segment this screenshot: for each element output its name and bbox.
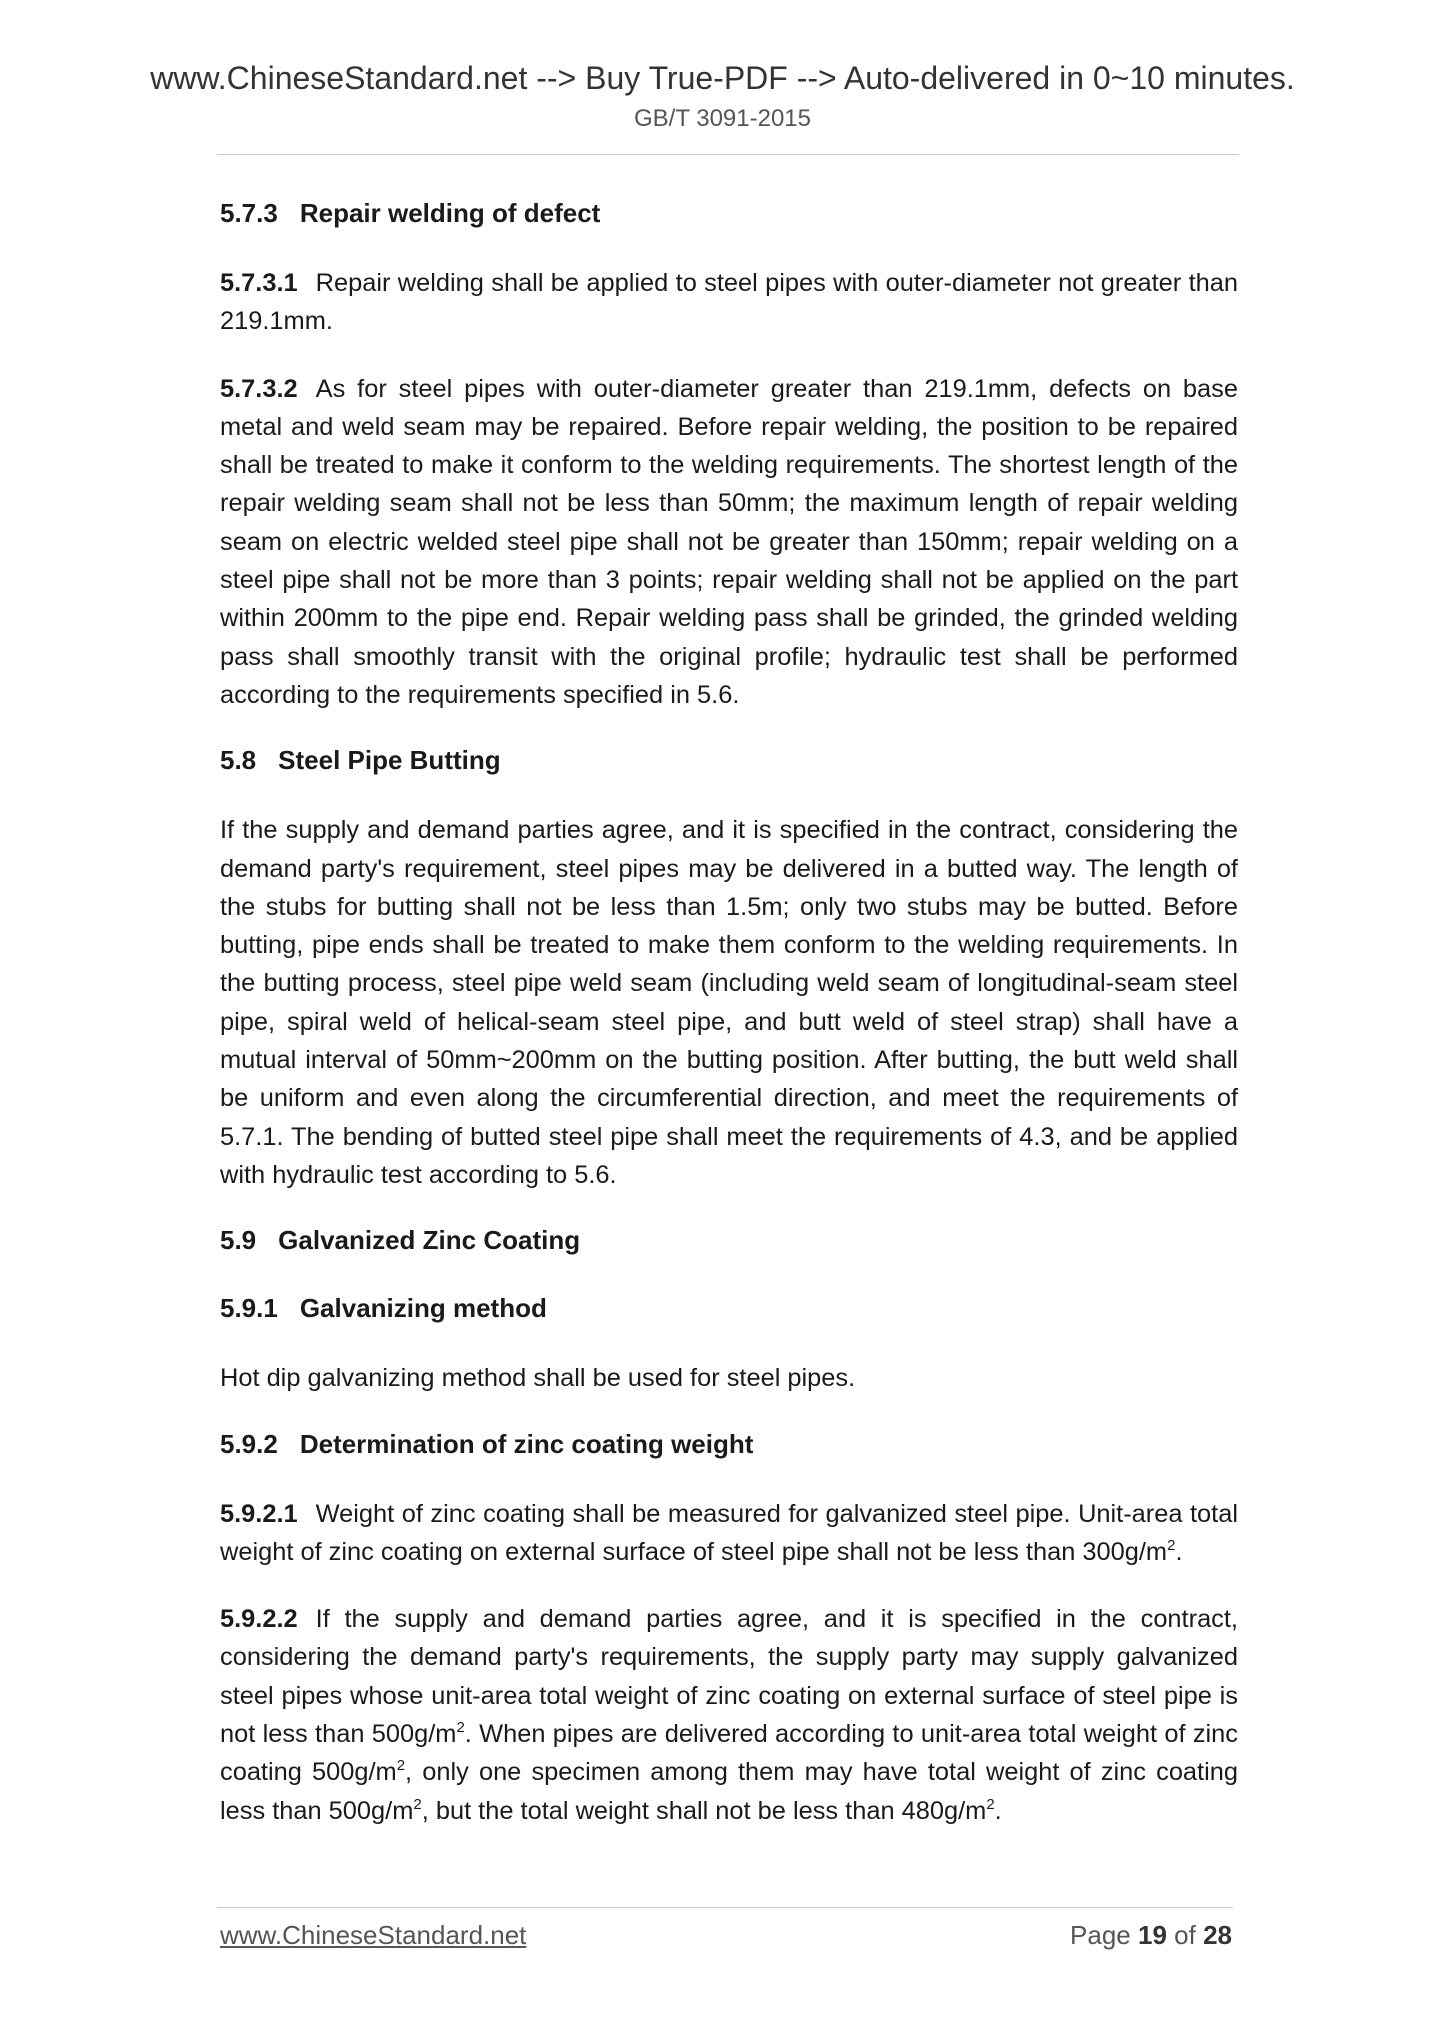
page-total: 28 xyxy=(1203,1920,1232,1950)
clause-5-9-2-2 xyxy=(220,1600,1238,1830)
section-title: Repair welding of defect xyxy=(299,198,601,228)
section-number: 5.9 xyxy=(220,1225,257,1256)
paragraph-5-8 xyxy=(220,811,1238,1194)
page-of: of xyxy=(1174,1920,1196,1950)
section-heading-5-7-3 xyxy=(220,196,1238,230)
clause-5-9-2-1 xyxy=(220,1495,1238,1572)
superscript: 2 xyxy=(413,1795,422,1813)
section-number: 5.9.2 xyxy=(220,1428,278,1459)
clause-text: . xyxy=(994,1796,1002,1825)
section-title: Steel Pipe Butting xyxy=(278,745,501,776)
document-body xyxy=(220,196,1238,1859)
page-footer xyxy=(220,1920,1232,1960)
clause-number: 5.7.3.1 xyxy=(220,269,298,297)
clause-number: 5.7.3.2 xyxy=(220,374,298,403)
superscript: 2 xyxy=(396,1757,406,1775)
footer-site-link[interactable]: www.ChineseStandard.net xyxy=(220,1920,527,1950)
clause-5-7-3-1 xyxy=(220,264,1238,341)
page-label: Page xyxy=(1070,1920,1131,1950)
superscript: 2 xyxy=(986,1795,995,1813)
superscript: 2 xyxy=(1167,1536,1176,1554)
superscript: 2 xyxy=(456,1719,465,1737)
clause-text: Repair welding shall be applied to steel pipes with outer-diameter not greater than 219.1mm. xyxy=(220,269,1238,336)
section-title: Galvanizing method xyxy=(299,1293,547,1324)
paragraph-text: If the supply and demand parties agree, and it is specified in the contract, considering the demand party's requirement, steel pipes may be delivered in a butted way. The length of the stubs for butting shall not be less than 1.5m; only two stubs may be butted. Before butting, pipe ends shall be treated to make them conform to the welding requirements. In the butting process, steel pipe weld seam (including weld seam of longitudinal-seam steel pipe, spiral weld of helical-seam steel pipe, and butt weld of steel strap) shall have a mutual interval of 50mm~200mm on the butting position. After butting, the butt weld shall be uniform and even along the circumferential direction, and meet the requirements of 5.7.1. The bending of butted steel pipe shall meet the requirements of 4.3, and be applied with hydraulic test according to 5.6. xyxy=(220,816,1238,1189)
clause-text: . When pipes are delivered according to unit-area total weight of zinc coating 500g/m xyxy=(220,1720,1238,1787)
clause-text: If the supply and demand parties agree, and it is specified in the contract, considering the demand party's requirements, the supply party may supply galvanized steel pipes whose unit-area total weight of zinc coating on external surface of steel pipe is not less than 500g/m xyxy=(220,1605,1238,1749)
section-heading-5-8 xyxy=(220,743,1238,777)
header-divider xyxy=(217,154,1239,155)
header-site-line[interactable]: www.ChineseStandard.net --> Buy True-PDF --> Auto-delivered in 0~10 minutes. xyxy=(150,60,1295,96)
section-number: 5.9.1 xyxy=(220,1293,278,1324)
clause-text: . xyxy=(1175,1537,1183,1566)
clause-number: 5.9.2.2 xyxy=(220,1605,298,1634)
section-title: Galvanized Zinc Coating xyxy=(278,1225,581,1256)
page-current: 19 xyxy=(1138,1920,1167,1950)
footer-divider xyxy=(217,1907,1233,1908)
section-heading-5-9 xyxy=(220,1223,1238,1257)
clause-5-7-3-2 xyxy=(220,370,1238,715)
paragraph-5-9-1 xyxy=(220,1359,1238,1397)
clause-number: 5.9.2.1 xyxy=(220,1499,298,1528)
clause-text: As for steel pipes with outer-diameter greater than 219.1mm, defects on base metal and weld seam may be repaired. Before repair welding, the position to be repaired shall be treated to make it conform to the welding requirements. The shortest length of the repair welding seam shall not be less than 50mm; the maximum length of repair welding seam on electric welded steel pipe shall not be greater than 150mm; repair welding on a steel pipe shall not be more than 3 points; repair welding shall not be applied on the part within 200mm to the pipe end. Repair welding pass shall be grinded, the grinded welding pass shall smoothly transit with the original profile; hydraulic test shall be performed according to the requirements specified in 5.6. xyxy=(220,374,1238,709)
section-title: Determination of zinc coating weight xyxy=(299,1428,754,1459)
clause-text: Weight of zinc coating shall be measured for galvanized steel pipe. Unit-area total weight of zinc coating on external surface of steel pipe shall not be less than 300g/m xyxy=(220,1499,1238,1566)
page-indicator xyxy=(1070,1920,1232,1951)
paragraph-text: Hot dip galvanizing method shall be used for steel pipes. xyxy=(220,1364,856,1393)
section-heading-5-9-1 xyxy=(220,1291,1238,1325)
section-heading-5-9-2 xyxy=(220,1427,1238,1461)
section-number: 5.7.3 xyxy=(220,198,278,228)
clause-text: , but the total weight shall not be less than 480g/m xyxy=(421,1796,987,1825)
page-header xyxy=(0,56,1445,136)
clause-text: , only one specimen among them may have total weight of zinc coating less than 500g/m xyxy=(220,1758,1238,1825)
section-number: 5.8 xyxy=(220,745,257,776)
standard-number: GB/T 3091-2015 xyxy=(633,105,811,132)
